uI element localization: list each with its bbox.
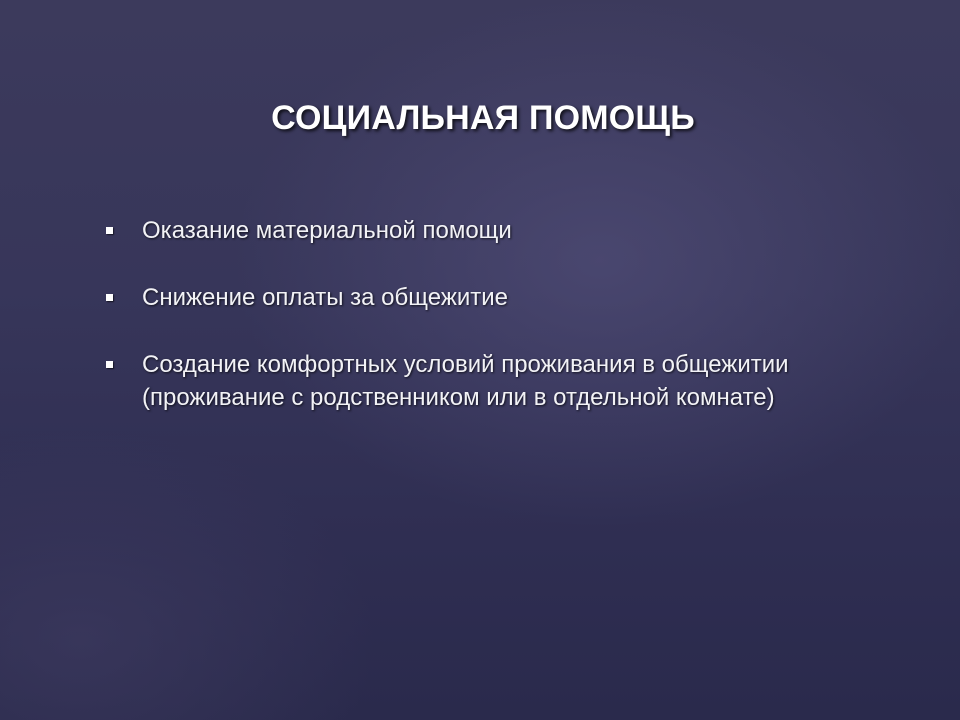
bullet-item (104, 348, 804, 414)
bullet-text: Снижение оплаты за общежитие (142, 284, 509, 311)
square-bullet-icon (106, 361, 113, 368)
bullet-item (104, 214, 804, 247)
square-bullet-icon (106, 227, 113, 234)
square-bullet-icon (106, 294, 113, 301)
bullet-list (104, 214, 804, 448)
bullet-text: Создание комфортных условий проживания в общежитии (проживание с родственником или в отдельной комнате) (142, 351, 789, 411)
bullet-item (104, 281, 804, 314)
slide-title: СОЦИАЛЬНАЯ ПОМОЩЬ (271, 99, 695, 137)
bullet-text: Оказание материальной помощи (142, 217, 512, 244)
